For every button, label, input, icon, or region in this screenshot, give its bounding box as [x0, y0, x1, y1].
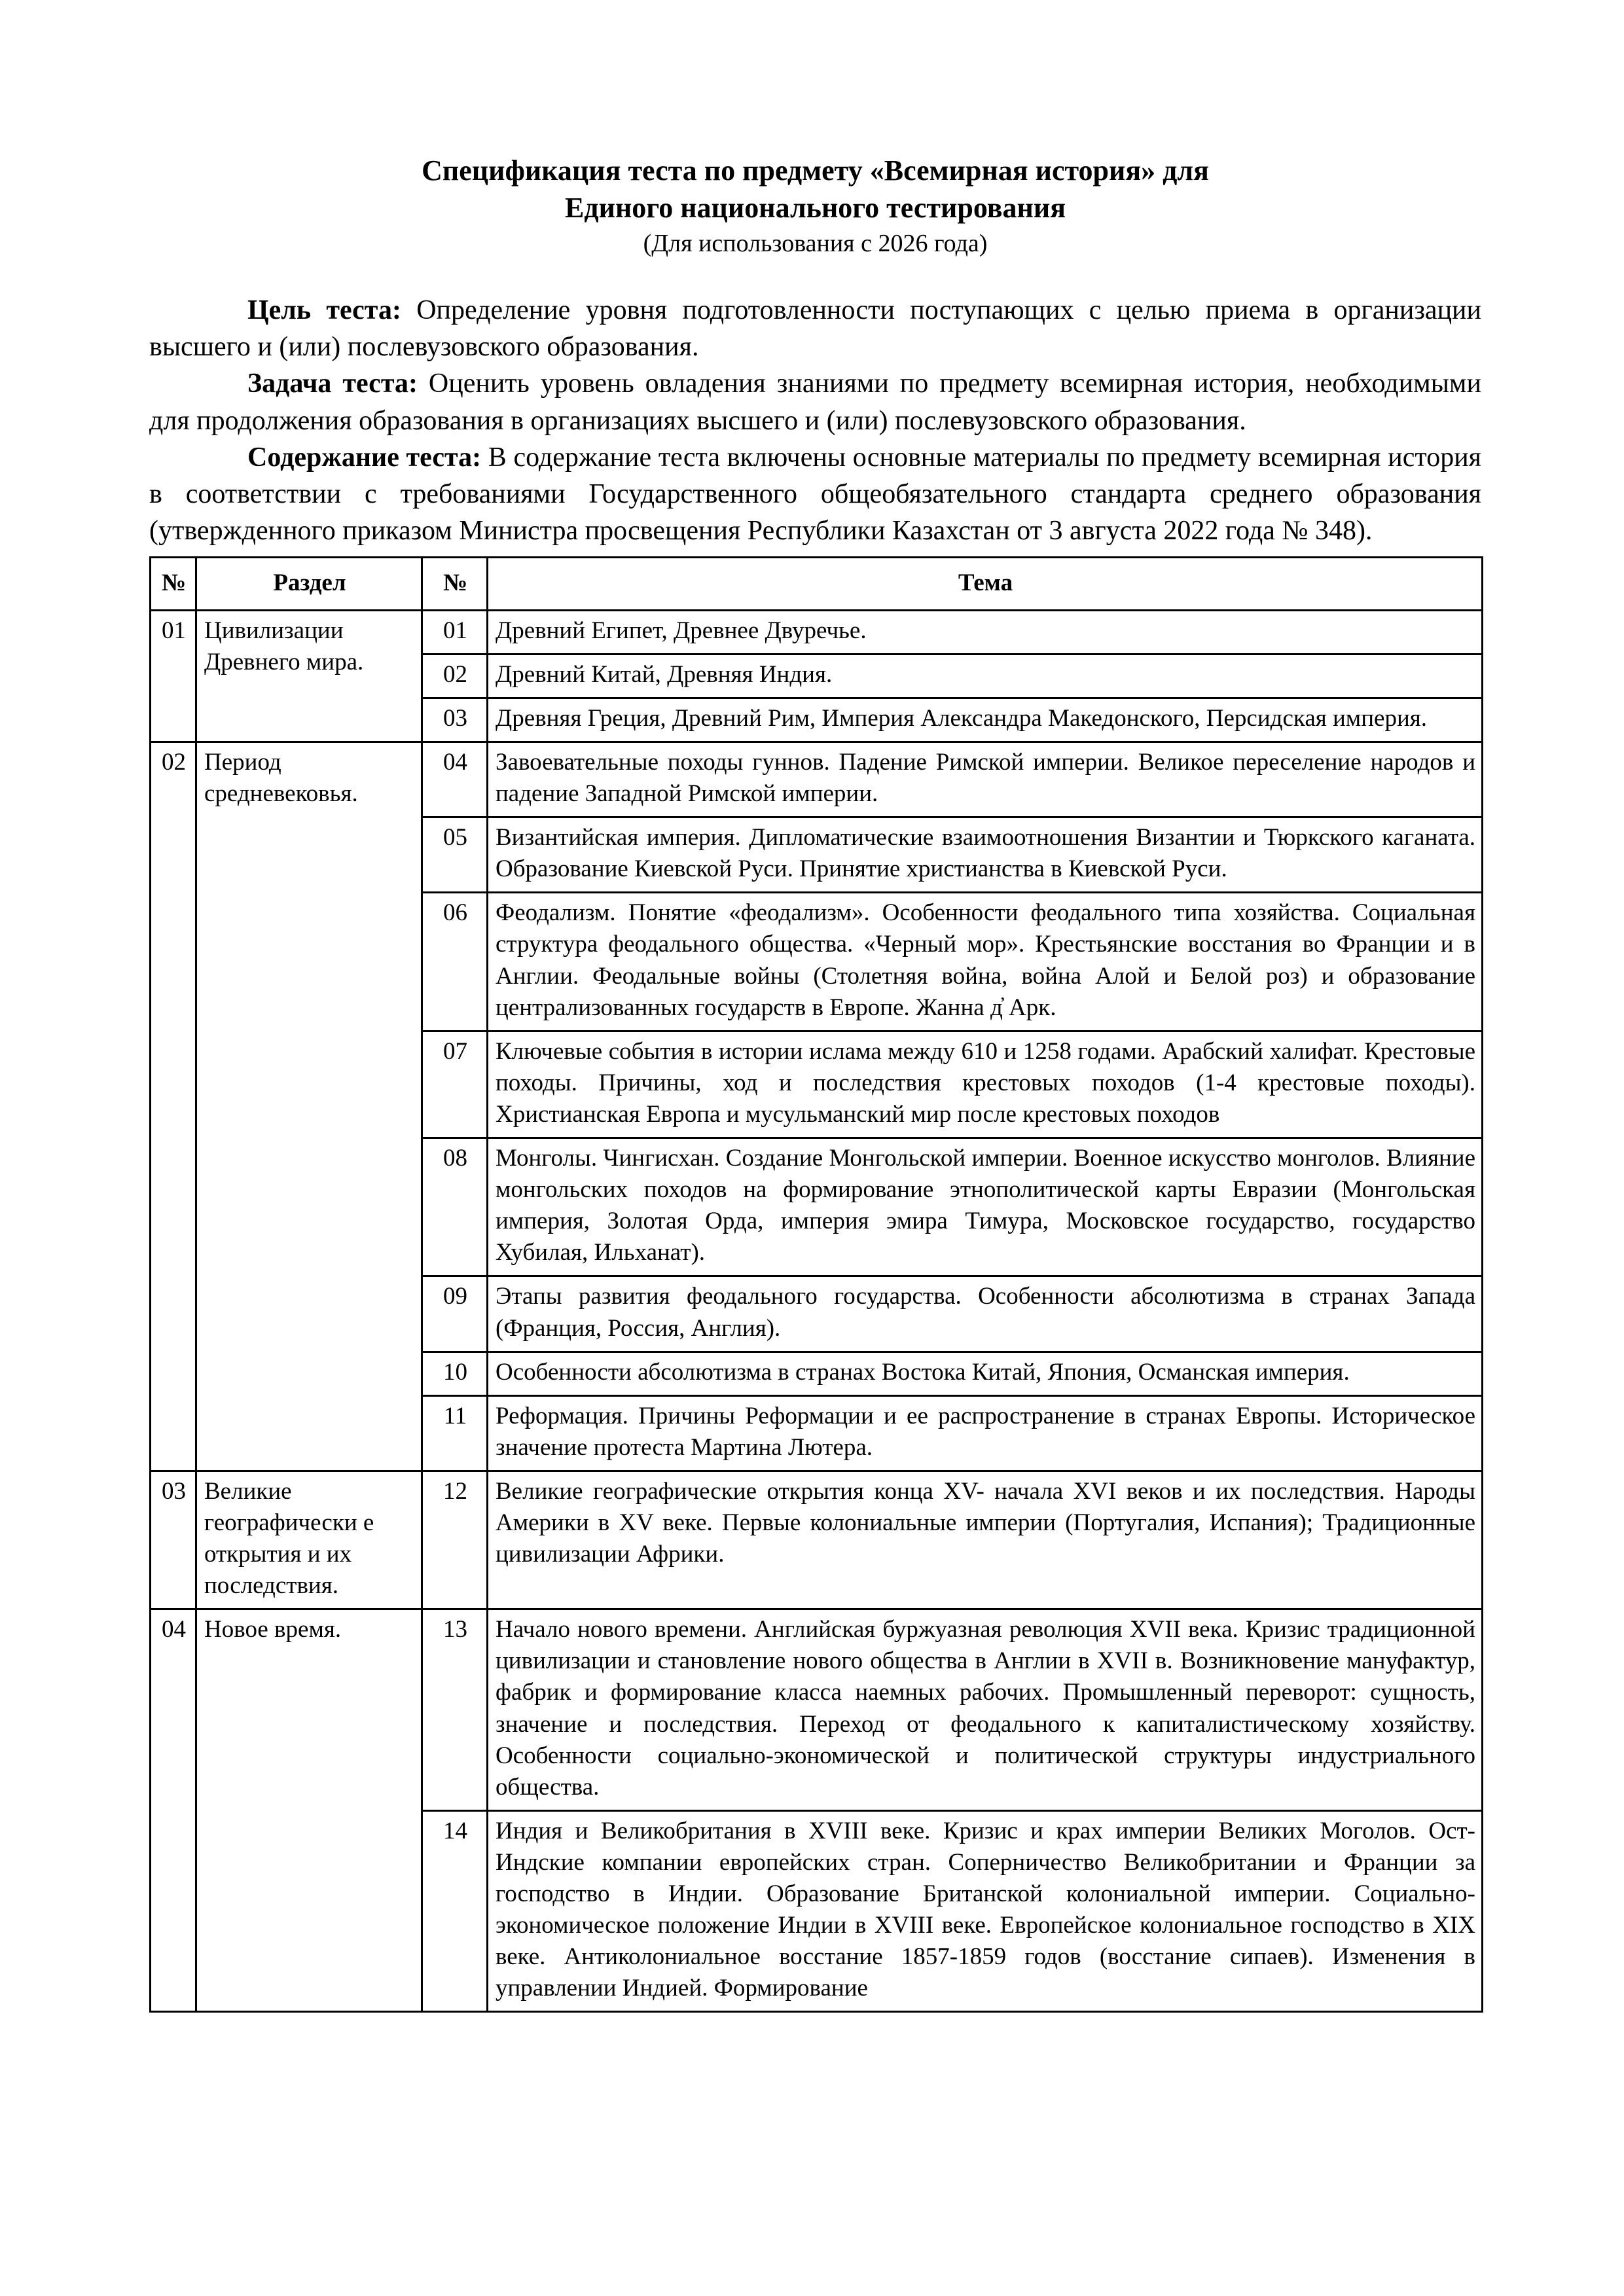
- intro-paragraphs: [149, 292, 1481, 550]
- topic-number-cell: 08: [422, 1138, 488, 1276]
- topic-number-cell: 12: [422, 1471, 488, 1609]
- topic-number-cell: 11: [422, 1395, 488, 1471]
- topic-number-cell: 13: [422, 1609, 488, 1811]
- paragraph-text: Определение уровня подготовленности поступающих с целью приема в организации высшего и (или) послевузовского образования.: [149, 295, 1482, 363]
- table-row: [151, 610, 1483, 654]
- section-name-cell: Великие географически е открытия и их последствия.: [196, 1471, 422, 1609]
- table-row: [151, 1471, 1483, 1609]
- paragraph-label: Цель теста:: [247, 295, 401, 325]
- paragraph-text: Оценить уровень овладения знаниями по предмету всемирная история, необходимыми для продолжения образования в организациях высшего и (или) послевузовского образования.: [149, 368, 1481, 436]
- specification-table: [149, 556, 1483, 2013]
- topic-number-cell: 09: [422, 1276, 488, 1352]
- paragraph-label: Содержание теста:: [247, 442, 482, 473]
- section-number-cell: 03: [151, 1471, 196, 1609]
- topic-text-cell: Особенности абсолютизма в странах Востока Китай, Япония, Османская империя.: [488, 1352, 1483, 1395]
- section-name-cell: Цивилизации Древнего мира.: [196, 610, 422, 742]
- intro-paragraph: [149, 365, 1481, 439]
- title-line-1: Спецификация теста по предмету «Всемирная история» для: [422, 154, 1209, 187]
- topic-text-cell: Реформация. Причины Реформации и ее распространение в странах Европы. Историческое значение протеста Мартина Лютера.: [488, 1395, 1483, 1471]
- topic-number-cell: 14: [422, 1810, 488, 2012]
- document-title-block: [149, 152, 1481, 260]
- paragraph-label: Задача теста:: [247, 368, 418, 399]
- topic-text-cell: Византийская империя. Дипломатические взаимоотношения Византии и Тюркского каганата. Образование Киевской Руси. Принятие христианства в Киевской Руси.: [488, 817, 1483, 893]
- header-topic: Тема: [488, 557, 1483, 610]
- topic-text-cell: Древний Китай, Древняя Индия.: [488, 654, 1483, 698]
- topic-text-cell: Ключевые события в истории ислама между 610 и 1258 годами. Арабский халифат. Крестовые походы. Причины, ход и последствия крестовых походов (1-4 крестовые походы). Христианская Европа и мусульманский мир после крестовых походов: [488, 1031, 1483, 1138]
- section-number-cell: 04: [151, 1609, 196, 2012]
- title-line-2: Единого национального тестирования: [565, 192, 1066, 224]
- section-number-cell: 02: [151, 742, 196, 1471]
- header-section-name: Раздел: [196, 557, 422, 610]
- topic-number-cell: 04: [422, 742, 488, 817]
- topic-number-cell: 07: [422, 1031, 488, 1138]
- paragraph-text: В содержание теста включены основные материалы по предмету всемирная история в соответствии с требованиями Государственного общеобязательного стандарта среднего образования (утвержденного приказом Министра просвещения Республики Казахстан от 3 августа 2022 года № 348).: [149, 442, 1481, 547]
- topic-text-cell: Начало нового времени. Английская буржуазная революция XVII века. Кризис традиционной цивилизации и становление нового общества в Англии в XVII в. Возникновение мануфактур, фабрик и формирование класса наемных рабочих. Промышленный переворот: сущность, значение и последствия. Переход от феодального к капиталистическому хозяйству. Особенности социально-экономической и политической структуры индустриального общества.: [488, 1609, 1483, 1811]
- header-topic-number: №: [422, 557, 488, 610]
- topic-text-cell: Монголы. Чингисхан. Создание Монгольской империи. Военное искусство монголов. Влияние монгольских походов на формирование этнополитической карты Евразии (Монгольская империя, Золотая Орда, империя эмира Тимура, Московское государство, государство Хубилая, Ильханат).: [488, 1138, 1483, 1276]
- topic-text-cell: Феодализм. Понятие «феодализм». Особенности феодального типа хозяйства. Социальная структура феодального общества. «Черный мор». Крестьянские восстания во Франции и в Англии. Феодальные войны (Столетняя война, война Алой и Белой роз) и образование централизованных государств в Европе. Жанна д̓ Арк.: [488, 893, 1483, 1031]
- intro-paragraph: [149, 439, 1481, 550]
- table-row: [151, 742, 1483, 817]
- header-section-number: №: [151, 557, 196, 610]
- topic-text-cell: Древняя Греция, Древний Рим, Империя Александра Македонского, Персидская империя.: [488, 698, 1483, 742]
- topic-number-cell: 06: [422, 893, 488, 1031]
- topic-number-cell: 10: [422, 1352, 488, 1395]
- topic-number-cell: 01: [422, 610, 488, 654]
- topic-number-cell: 02: [422, 654, 488, 698]
- section-name-cell: Новое время.: [196, 1609, 422, 2012]
- page-content: [149, 152, 1481, 2013]
- section-name-cell: Период средневековья.: [196, 742, 422, 1471]
- table-header: [151, 557, 1483, 610]
- topic-text-cell: Великие географические открытия конца XV- начала XVI веков и их последствия. Народы Америки в XV веке. Первые колониальные империи (Португалия, Испания); Традиционные цивилизации Африки.: [488, 1471, 1483, 1609]
- section-number-cell: 01: [151, 610, 196, 742]
- table-body: [151, 610, 1483, 2012]
- topic-number-cell: 03: [422, 698, 488, 742]
- topic-text-cell: Этапы развития феодального государства. Особенности абсолютизма в странах Запада (Франция, Россия, Англия).: [488, 1276, 1483, 1352]
- intro-paragraph: [149, 292, 1481, 366]
- topic-text-cell: Древний Египет, Древнее Двуречье.: [488, 610, 1483, 654]
- document-subtitle: (Для использования с 2026 года): [643, 230, 988, 258]
- topic-text-cell: Индия и Великобритания в XVIII веке. Кризис и крах империи Великих Моголов. Ост-Индские компании европейских стран. Соперничество Великобритании и Франции за господство в Индии. Образование Британской колониальной империи. Социально-экономическое положение Индии в XVIII веке. Европейское колониальное господство в XIX веке. Антиколониальное восстание 1857-1859 годов (восстание сипаев). Изменения в управлении Индией. Формирование: [488, 1810, 1483, 2012]
- topic-number-cell: 05: [422, 817, 488, 893]
- table-row: [151, 1609, 1483, 1811]
- table-header-row: [151, 557, 1483, 610]
- topic-text-cell: Завоевательные походы гуннов. Падение Римской империи. Великое переселение народов и падение Западной Римской империи.: [488, 742, 1483, 817]
